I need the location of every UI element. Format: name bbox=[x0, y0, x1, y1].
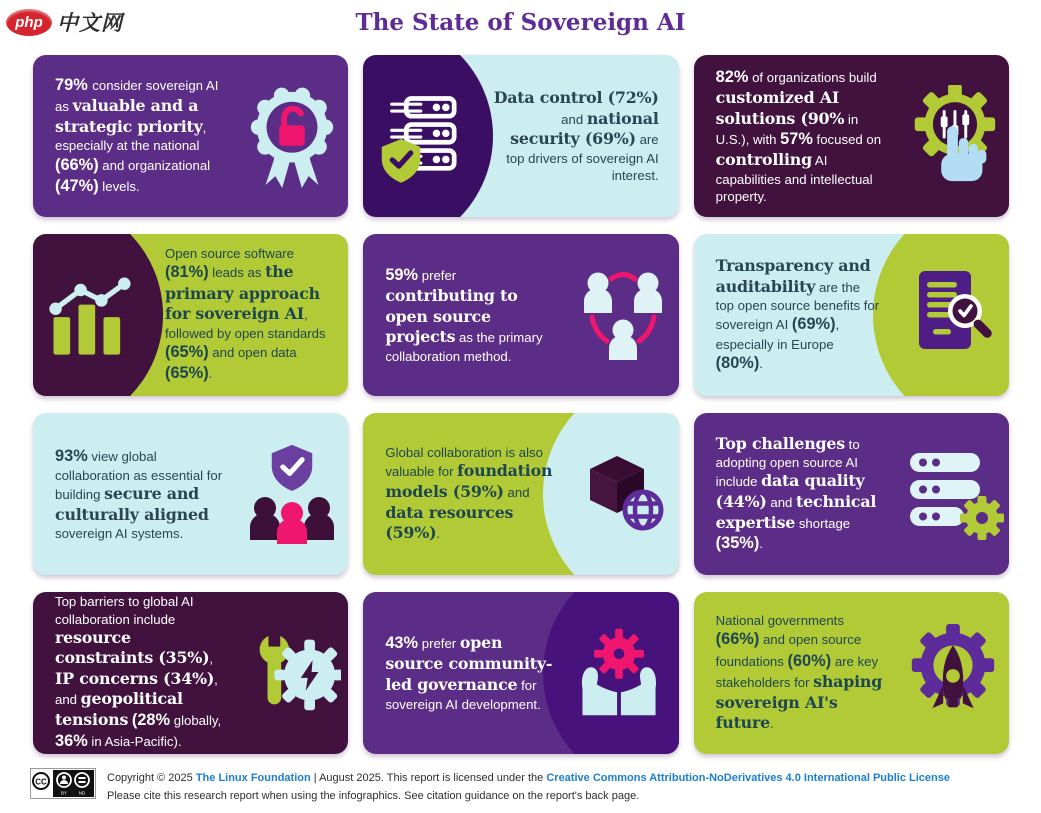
card-text: Top barriers to global AI collaboration include resource constraints (35%), IP concerns (34%), and geopolitical tensions (28% globally, 36% in Asia-Pacific). bbox=[55, 594, 222, 751]
card-text: 82% of organizations build customized AI solutions (90% in U.S.), with 57% focused on controlling AI capabilities and intellectual property. bbox=[715, 67, 882, 205]
card-text: Data control (72%) and national security (69%) are top drivers of sovereign AI interest. bbox=[493, 87, 659, 183]
page-title: The State of Sovereign AI bbox=[355, 9, 686, 36]
footer-text bbox=[107, 768, 950, 805]
people-network-icon bbox=[567, 265, 679, 365]
card-text: 43% prefer open source community-led governance for sovereign AI development. bbox=[385, 633, 553, 712]
gear-sliders-hand-icon bbox=[897, 85, 1009, 187]
card-foundation-models bbox=[363, 413, 678, 575]
card-text: 79% consider sovereign AI as valuable and a strategic priority, especially at the national (66%) and organizational (47%) levels. bbox=[55, 75, 219, 195]
card-text: Open source software (81%) leads as the primary approach for sovereign AI, followed by open standards (65%) and open data (65%). bbox=[165, 246, 326, 383]
card-key-stakeholders bbox=[694, 592, 1009, 754]
cc-nd-label: ND bbox=[78, 790, 86, 796]
card-text: Global collaboration is also valuable for foundation models (59%) and data resources (59%). bbox=[385, 445, 553, 543]
card-community-governance bbox=[363, 592, 678, 754]
card-text: 59% prefer contributing to open source projects as the primary collaboration method. bbox=[385, 265, 543, 364]
card-text: 93% view global collaboration as essential for building secure and culturally aligned sovereign AI systems. bbox=[55, 446, 223, 542]
php-logo-icon: php bbox=[6, 9, 52, 36]
gear-rocket-icon bbox=[897, 622, 1009, 724]
citation-line: Please cite this research report when using the infographics. See citation guidance on the report's back page. bbox=[107, 789, 640, 802]
card-top-challenges bbox=[694, 413, 1009, 575]
card-text: National governments (66%) and open source foundations (60%) are key stakeholders for shaping sovereign AI's future. bbox=[715, 613, 883, 733]
hands-gear-icon bbox=[569, 624, 669, 722]
footer bbox=[30, 768, 1017, 805]
wrench-gear-icon bbox=[236, 625, 348, 721]
infographic-grid bbox=[33, 55, 1009, 754]
cube-globe-icon bbox=[573, 444, 673, 544]
document-magnifier-icon bbox=[901, 265, 1001, 365]
card-global-collaboration bbox=[33, 413, 348, 575]
card-collaboration-method bbox=[363, 234, 678, 396]
card-open-source-benefits bbox=[694, 234, 1009, 396]
linux-foundation-link[interactable]: The Linux Foundation bbox=[195, 772, 311, 784]
card-primary-approach bbox=[33, 234, 348, 396]
servers-gear-icon bbox=[897, 445, 1009, 543]
card-strategic-priority bbox=[33, 55, 348, 217]
card-text: Transparency and auditability are the top open source benefits for sovereign AI (69%), especially in Europe (80%). bbox=[715, 255, 880, 372]
card-top-drivers bbox=[363, 55, 678, 217]
card-top-barriers bbox=[33, 592, 348, 754]
bar-chart-icon bbox=[41, 267, 141, 363]
cc-by-label: BY bbox=[60, 790, 68, 796]
cc-license-link[interactable]: Creative Commons Attribution-NoDerivatives 4.0 International Public License bbox=[546, 772, 950, 784]
card-text: Top challenges to adopting open source AI include data quality (44%) and technical expertise shortage (35%). bbox=[715, 433, 877, 553]
shield-people-icon bbox=[236, 444, 348, 544]
copyright-line: Copyright © 2025 The Linux Foundation | August 2025. This report is licensed under the Creative Commons Attribution-NoDerivatives 4.0 International Public License bbox=[107, 772, 950, 784]
server-shield-icon bbox=[375, 86, 475, 186]
svg-text:CC: CC bbox=[35, 777, 47, 787]
cc-license-badge[interactable] bbox=[30, 768, 96, 804]
logo-site-name: 中文网 bbox=[57, 12, 123, 35]
card-customized-solutions bbox=[694, 55, 1009, 217]
award-ribbon-lock-icon bbox=[236, 82, 348, 190]
